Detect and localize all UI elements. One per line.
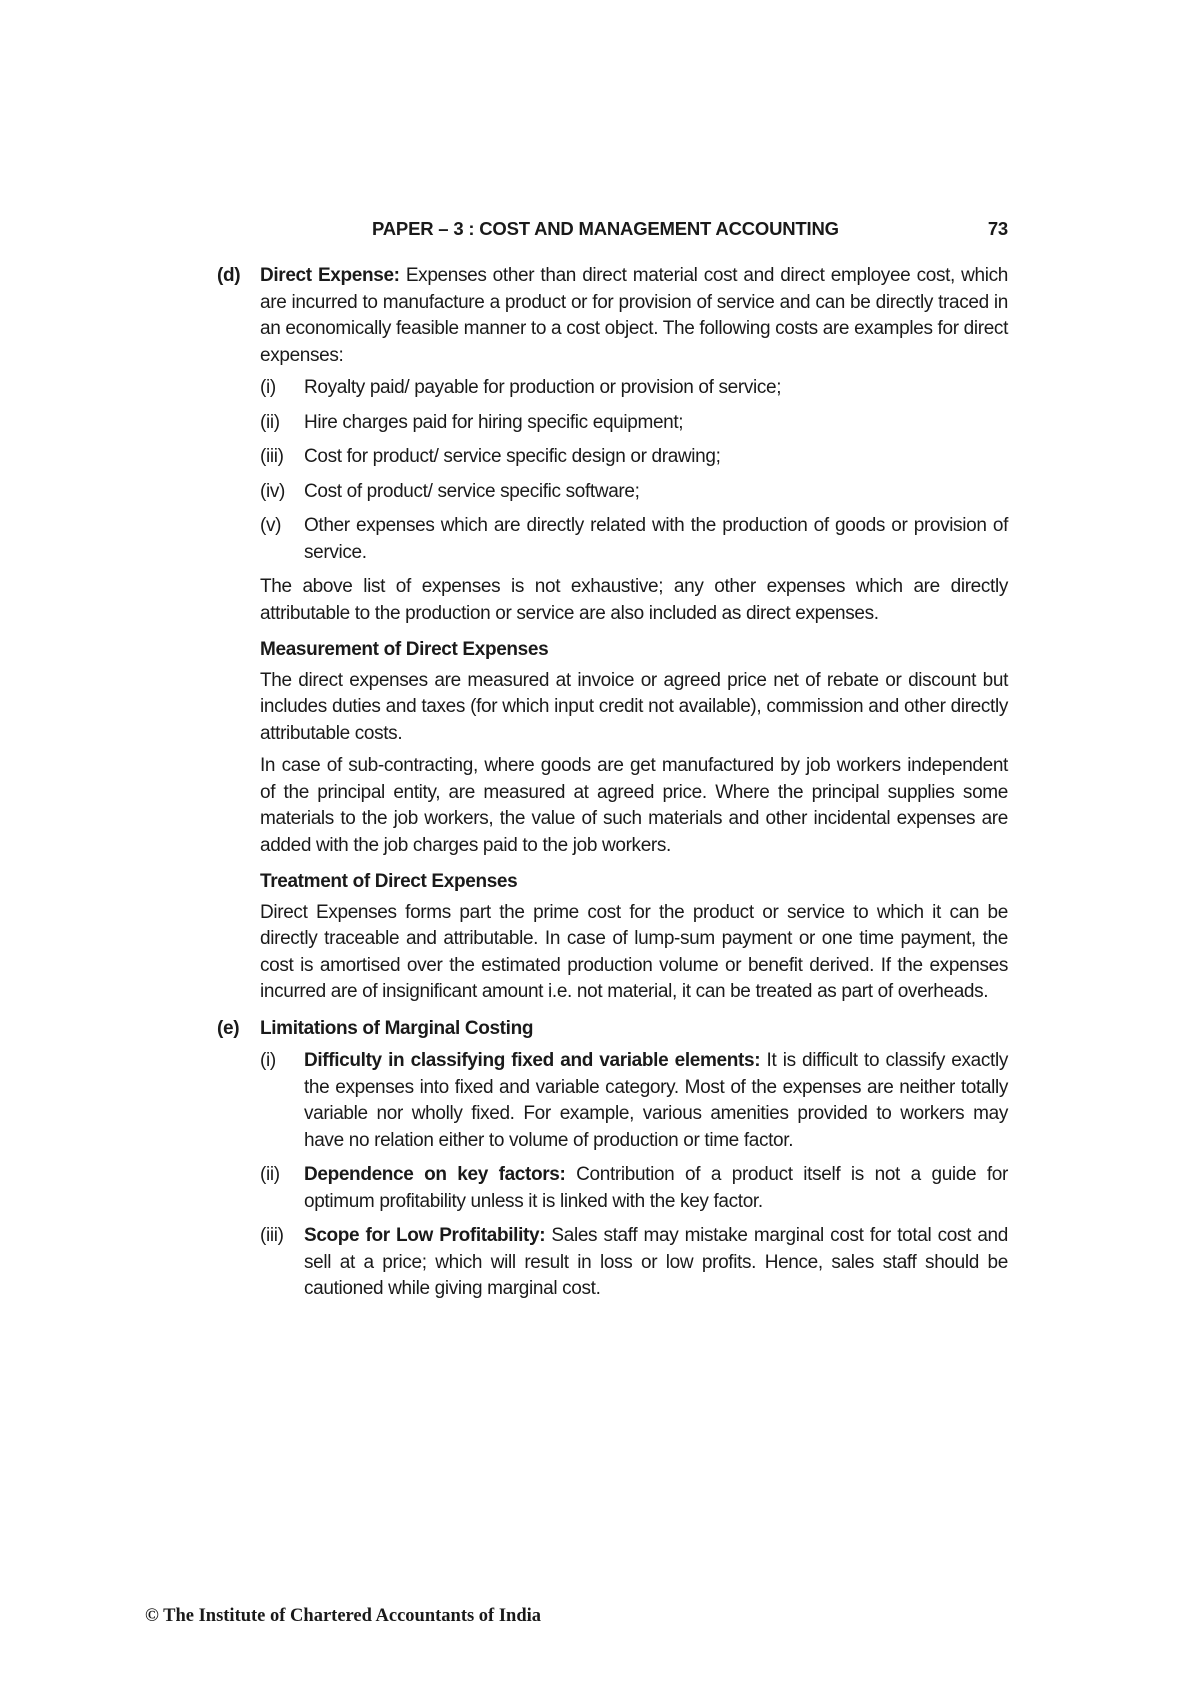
page-number: 73 xyxy=(987,218,1008,239)
list-item xyxy=(260,375,1008,402)
measurement-paragraph-2: In case of sub-contracting, where goods are get manufactured by job workers independent of the principal entity, are measured at agreed price. Where the principal supplies some materials to the job workers, the value of such materials and other incidental expenses are added with the job charges paid to the job workers. xyxy=(260,755,1008,856)
direct-expense-closing: The above list of expenses is not exhaustive; any other expenses which are directly attributable to the production or service are also included as direct expenses. xyxy=(260,576,1008,624)
paper-title: PAPER – 3 : COST AND MANAGEMENT ACCOUNTING xyxy=(372,218,839,239)
list-item-text: Hire charges paid for hiring specific equipment; xyxy=(304,411,684,433)
direct-expense-list xyxy=(260,375,1008,566)
list-item-number: (ii) xyxy=(260,411,280,433)
list-item xyxy=(260,1048,1008,1154)
list-item-bold: Dependence on key factors: xyxy=(304,1164,566,1185)
page-content xyxy=(217,263,1008,1311)
list-item-text xyxy=(304,1048,1008,1154)
list-item-number: (iii) xyxy=(260,446,284,467)
list-item-text: Cost for product/ service specific design or drawing; xyxy=(304,446,721,467)
treatment-paragraph: Direct Expenses forms part the prime cost for the product or service to which it can be directly traceable and attributable. In case of lump-sum payment or one time payment, the cost is amortised over the estimated production volume or benefit derived. If the expenses incurred are of insignificant amount i.e. not material, it can be treated as part of overheads. xyxy=(260,901,1008,1002)
copyright-footer: © The Institute of Chartered Accountants of India xyxy=(145,1606,542,1626)
list-item-text xyxy=(304,1162,1008,1215)
list-item-body: Sales staff may mistake marginal cost for total cost and sell at a price; which will result in loss or low profits. Hence, sales staff should be cautioned while giving marginal cost. xyxy=(304,1225,1008,1299)
treatment-heading: Treatment of Direct Expenses xyxy=(260,871,518,892)
measurement-paragraph-1: The direct expenses are measured at invoice or agreed price net of rebate or discount but includes duties and taxes (for which input credit not available), commission and other directly attributable costs. xyxy=(260,669,1008,744)
list-item xyxy=(260,513,1008,566)
list-item xyxy=(260,444,1008,471)
section-body xyxy=(260,1016,1008,1311)
limitations-list xyxy=(260,1048,1008,1303)
section-marginal-costing xyxy=(217,1016,1008,1311)
list-item-number: (v) xyxy=(260,515,282,536)
list-item-text: Royalty paid/ payable for production or provision of service; xyxy=(304,377,782,398)
section-label: (e) xyxy=(217,1017,240,1039)
list-item xyxy=(260,410,1008,437)
direct-expense-heading: Direct Expense: xyxy=(260,265,400,286)
list-item-number: (i) xyxy=(260,377,276,398)
section-body xyxy=(260,263,1008,1006)
section-direct-expense xyxy=(217,263,1008,1006)
list-item-body: It is difficult to classify exactly the expenses into fixed and variable category. Most of the expenses are neither totally variable nor wholly fixed. For example, various amenities provided to workers may have no relation either to volume of production or time factor. xyxy=(304,1050,1008,1151)
page-header xyxy=(372,218,1008,240)
section-label: (d) xyxy=(217,265,241,286)
list-item xyxy=(260,1162,1008,1215)
list-item-bold: Difficulty in classifying fixed and variable elements: xyxy=(304,1050,761,1071)
list-item xyxy=(260,1223,1008,1303)
list-item-number: (ii) xyxy=(260,1164,280,1185)
list-item-number: (iv) xyxy=(260,480,285,502)
list-item-number: (i) xyxy=(260,1050,276,1071)
list-item xyxy=(260,479,1008,506)
list-item-body: Contribution of a product itself is not a guide for optimum profitability unless it is linked with the key factor. xyxy=(304,1164,1009,1212)
marginal-costing-heading-text: Limitations of Marginal Costing xyxy=(260,1017,534,1039)
list-item-text: Cost of product/ service specific software; xyxy=(304,480,640,502)
direct-expense-intro xyxy=(260,263,1008,369)
list-item-text: Other expenses which are directly related with the production of goods or provision of service. xyxy=(304,515,1008,563)
direct-expense-intro-text: Expenses other than direct material cost and direct employee cost, which are incurred to manufacture a product or for provision of service and can be directly traced in an economically feasible manner to a cost object. The following costs are examples for direct expenses: xyxy=(260,265,1008,366)
marginal-costing-heading xyxy=(260,1016,1008,1043)
measurement-heading: Measurement of Direct Expenses xyxy=(260,639,549,660)
list-item-text xyxy=(304,1223,1008,1303)
list-item-bold: Scope for Low Profitability: xyxy=(304,1225,546,1246)
list-item-number: (iii) xyxy=(260,1225,284,1246)
